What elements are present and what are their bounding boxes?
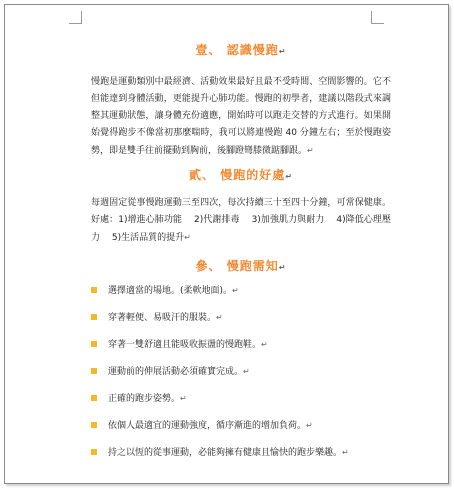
list-item: 運動前的伸展活動必須確實完成。↵ xyxy=(91,365,391,379)
bullet-square-icon xyxy=(91,449,97,455)
paragraph-intro: 慢跑是運動類別中最經濟、活動效果最好且最不受時間、空間影響的。它不但能達到身體活動，更能提升心肺功能。慢跑的初學者，建議以階段式來調整其運動狀態，讓身體充份適應，開始時可以跑走交替的方式進行。如果開始覺得跑步不像當初那麼喘時，我可以將連慢跑 40 分鐘左右；至於慢跑姿勢，即是雙手往前擺動到胸前，後腳蹬彎膝微踮腳跟。↵ xyxy=(91,77,391,156)
section-heading-1: 壹、 認識慢跑↵ xyxy=(195,43,287,57)
document-page xyxy=(4,4,449,484)
list-item: 穿著一雙舒適且能吸收振盪的慢跑鞋。↵ xyxy=(91,338,391,352)
list-item: 選擇適當的場地。(柔軟地面)。↵ xyxy=(91,284,391,298)
tips-list xyxy=(91,284,391,460)
section-heading-3: 參、 慢跑需知↵ xyxy=(195,259,287,273)
bullet-square-icon xyxy=(91,395,97,401)
bullet-square-icon xyxy=(91,368,97,374)
list-item: 依個人最適宜的運動強度，循序漸進的增加負荷。↵ xyxy=(91,419,391,433)
paragraph-benefits: 每週固定從事慢跑運動三至四次，每次持續三十至四十分鐘，可常保健康。好處：1)增進心肺功能 2)代謝排毒 3)加強肌力與耐力 4)降低心理壓力 5)生活品質的提升↵ xyxy=(91,198,391,243)
list-item: 穿著輕便、易吸汗的服裝。↵ xyxy=(91,311,391,325)
list-item: 正確的跑步姿勢。↵ xyxy=(91,392,391,406)
page-content xyxy=(91,15,391,473)
bullet-square-icon xyxy=(91,341,97,347)
section-heading-2: 貳、 慢跑的好處↵ xyxy=(189,168,293,182)
bullet-square-icon xyxy=(91,422,97,428)
bullet-square-icon xyxy=(91,314,97,320)
list-item: 持之以恆的從事運動，必能夠擁有健康且愉快的跑步樂趣。↵ xyxy=(91,446,391,460)
crop-mark-top-left xyxy=(69,11,82,24)
bullet-square-icon xyxy=(91,287,97,293)
